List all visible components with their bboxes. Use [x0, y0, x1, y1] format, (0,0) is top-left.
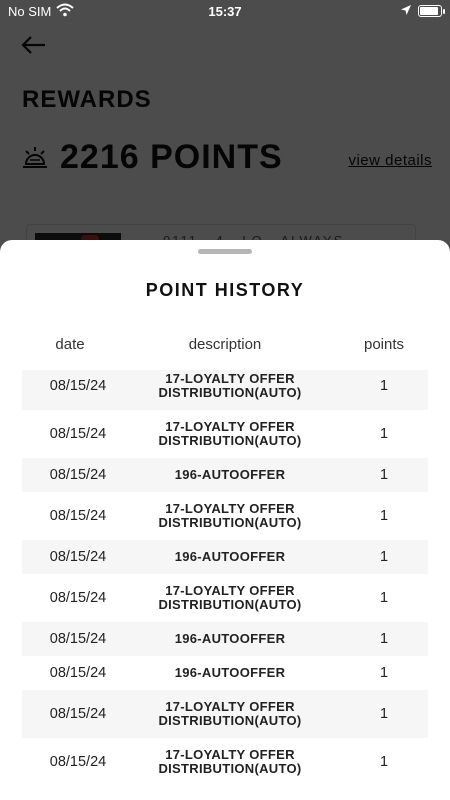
history-row	[22, 458, 428, 492]
row-description: 196-AUTOOFFER	[174, 549, 286, 564]
row-points: 1	[379, 754, 389, 770]
table-header	[22, 336, 428, 358]
history-row	[22, 410, 428, 458]
history-row	[22, 492, 428, 540]
row-description: 17-LOYALTY OFFER DISTRIBUTION(AUTO)	[158, 371, 302, 400]
history-row	[22, 370, 428, 410]
row-points: 1	[379, 665, 389, 681]
row-date: 08/15/24	[49, 378, 107, 394]
sheet-title: POINT HISTORY	[145, 280, 305, 300]
history-row	[22, 622, 428, 656]
history-row	[22, 690, 428, 738]
history-row	[22, 738, 428, 786]
row-description: 17-LOYALTY OFFER DISTRIBUTION(AUTO)	[158, 583, 302, 612]
point-history-sheet	[0, 240, 450, 800]
row-description: 17-LOYALTY OFFER DISTRIBUTION(AUTO)	[158, 747, 302, 776]
clock: 15:37	[208, 4, 242, 19]
history-list[interactable]	[22, 370, 428, 800]
header-date: date	[55, 336, 85, 353]
drag-handle[interactable]	[198, 249, 252, 254]
status-bar	[0, 0, 450, 24]
row-points: 1	[379, 549, 389, 565]
history-row	[22, 574, 428, 622]
row-points: 1	[379, 426, 389, 442]
row-date: 08/15/24	[49, 665, 107, 681]
row-description: 17-LOYALTY OFFER DISTRIBUTION(AUTO)	[158, 699, 302, 728]
row-description: 196-AUTOOFFER	[174, 467, 286, 482]
row-date: 08/15/24	[49, 426, 107, 442]
battery-icon	[418, 5, 442, 17]
row-date: 08/15/24	[49, 754, 107, 770]
history-row	[22, 540, 428, 574]
row-date: 08/15/24	[49, 549, 107, 565]
row-points: 1	[379, 378, 389, 394]
carrier-label: No SIM	[8, 4, 52, 19]
header-description: description	[188, 336, 262, 353]
row-description: 196-AUTOOFFER	[174, 665, 286, 680]
row-points: 1	[379, 706, 389, 722]
row-points: 1	[379, 631, 389, 647]
row-date: 08/15/24	[49, 508, 107, 524]
history-row	[22, 656, 428, 690]
row-description: 17-LOYALTY OFFER DISTRIBUTION(AUTO)	[158, 501, 302, 530]
row-date: 08/15/24	[49, 467, 107, 483]
location-arrow-icon	[400, 4, 412, 19]
row-date: 08/15/24	[49, 631, 107, 647]
row-points: 1	[379, 508, 389, 524]
header-points: points	[363, 336, 405, 353]
row-points: 1	[379, 467, 389, 483]
row-description: 17-LOYALTY OFFER DISTRIBUTION(AUTO)	[158, 419, 302, 448]
row-date: 08/15/24	[49, 706, 107, 722]
row-points: 1	[379, 590, 389, 606]
row-date: 08/15/24	[49, 590, 107, 606]
row-description: 196-AUTOOFFER	[174, 631, 286, 646]
